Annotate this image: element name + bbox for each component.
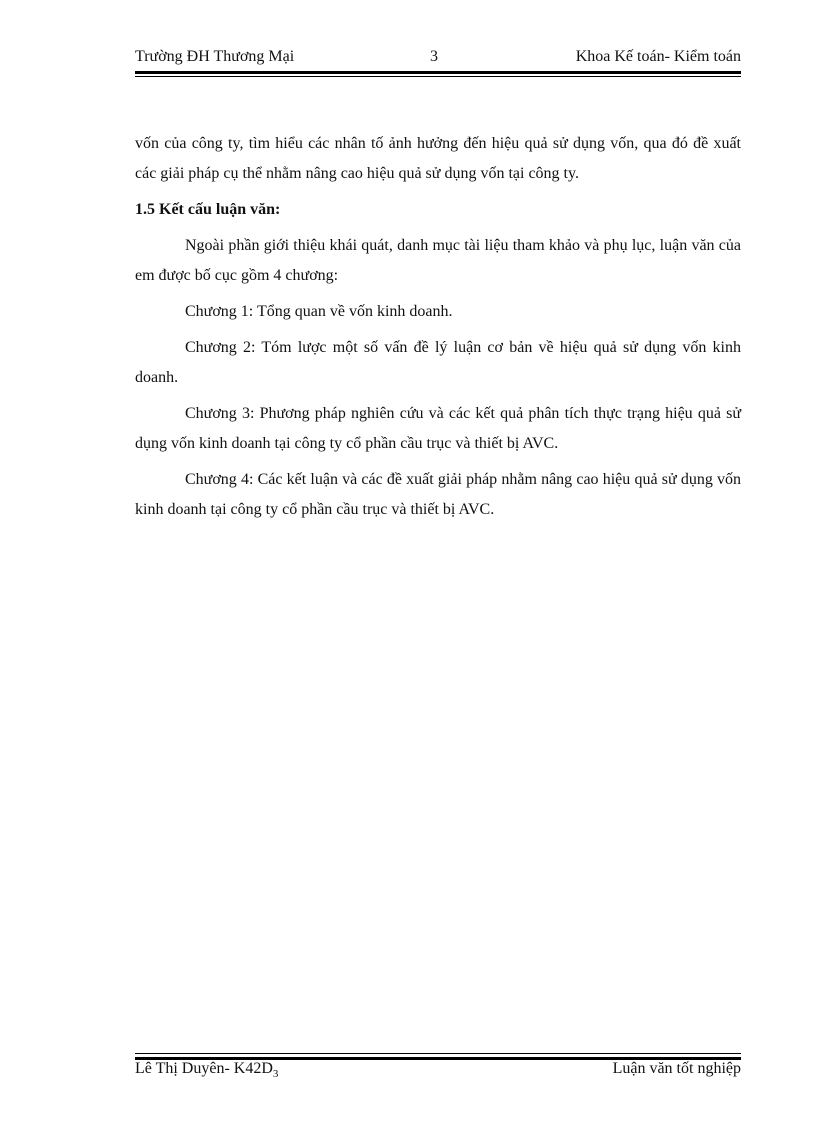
paragraph-structure: Ngoài phần giới thiệu khái quát, danh mục tài liệu tham khảo và phụ lục, luận văn của em được bố cục gồm 4 chương: [135, 237, 741, 284]
header-rule-thin [135, 76, 741, 77]
chapter-3-line: Chương 3: Phương pháp nghiên cứu và các kết quả phân tích thực trạng hiệu quả sử dụng vốn kinh doanh tại công ty cổ phần cầu trục và thiết bị AVC. [135, 405, 741, 452]
header-school: Trường ĐH Thương Mại [135, 48, 295, 65]
footer-author-name: Lê Thị Duyên- K42D [135, 1060, 273, 1077]
chapter-2-line: Chương 2: Tóm lược một số vấn đề lý luận cơ bản về hiệu quả sử dụng vốn kinh doanh. [135, 339, 741, 386]
paragraph-intro-continued: vốn của công ty, tìm hiểu các nhân tố ảnh hưởng đến hiệu quả sử dụng vốn, qua đó đề xuất các giải pháp cụ thể nhằm nâng cao hiệu quả sử dụng vốn tại công ty. [135, 135, 741, 182]
document-body [135, 129, 741, 531]
footer-author [135, 1060, 278, 1080]
page-header [135, 48, 741, 70]
chapter-1-line: Chương 1: Tổng quan về vốn kinh doanh. [185, 303, 453, 320]
footer-author-subscript: 3 [272, 1068, 279, 1081]
page-footer [135, 1060, 741, 1082]
footer-rule-thin [135, 1053, 741, 1054]
header-faculty: Khoa Kế toán- Kiểm toán [575, 48, 741, 65]
header-page-number: 3 [430, 48, 438, 65]
footer-thesis-label: Luận văn tốt nghiệp [612, 1060, 741, 1077]
header-rule-thick [135, 71, 741, 74]
section-heading: 1.5 Kết cấu luận văn: [135, 201, 281, 218]
chapter-4-line: Chương 4: Các kết luận và các đề xuất giải pháp nhằm nâng cao hiệu quả sử dụng vốn kinh doanh tại công ty cổ phần cầu trục và thiết bị AVC. [135, 471, 741, 518]
